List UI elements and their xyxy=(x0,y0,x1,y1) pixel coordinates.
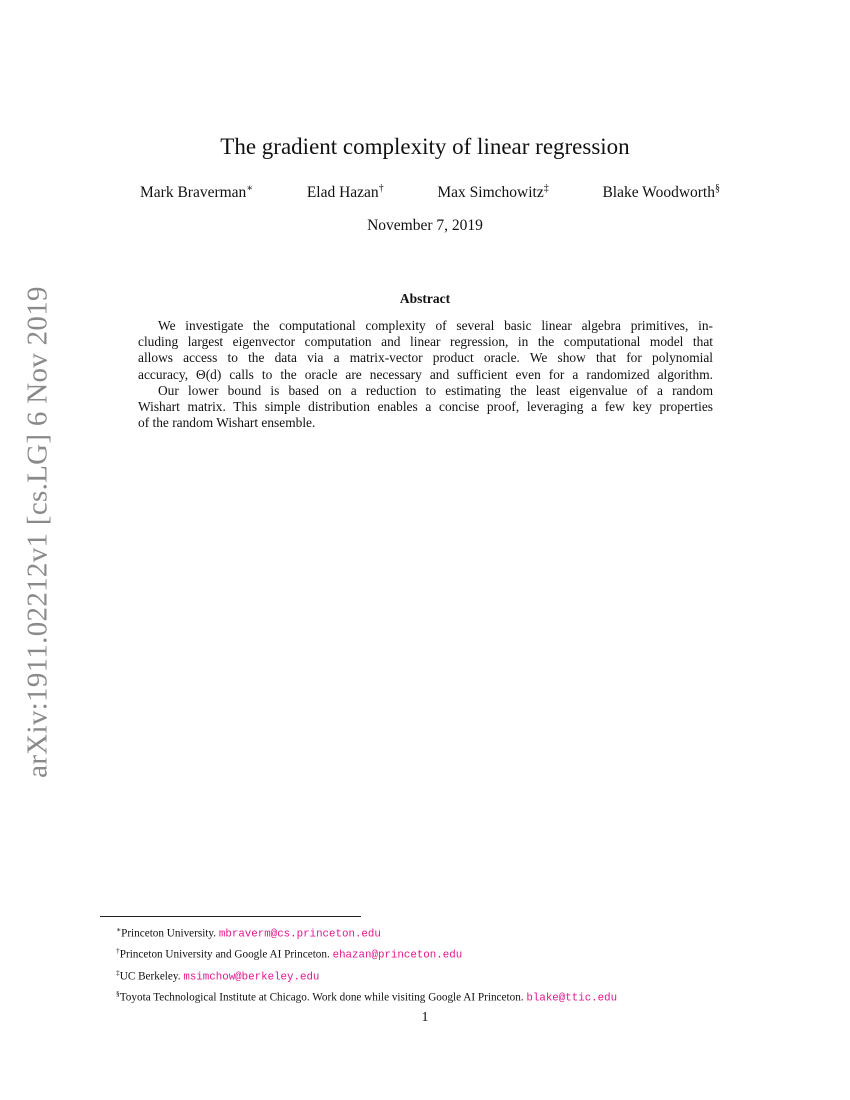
author-list xyxy=(140,183,720,202)
footnote: §Toyota Technological Institute at Chicago. Work done while visiting Google AI Princeton. blake@ttic.edu xyxy=(116,988,618,1005)
author: Elad Hazan† xyxy=(306,183,384,202)
paper-date: November 7, 2019 xyxy=(367,217,483,234)
email-link[interactable]: mbraverm@cs.princeton.edu xyxy=(218,928,381,941)
author: Blake Woodworth§ xyxy=(602,183,720,202)
abstract-line: cluding largest eigenvector computation and linear regression, in the computational model that xyxy=(138,334,713,350)
abstract-line: allows access to the data via a matrix-vector product oracle. We show that for polynomial xyxy=(138,350,713,366)
abstract-heading: Abstract xyxy=(399,291,451,306)
abstract-line: accuracy, Θ(d) calls to the oracle are necessary and sufficient even for a randomized algorithm. xyxy=(138,366,713,382)
abstract-line: We investigate the computational complexity of several basic linear algebra primitives, in- xyxy=(158,318,713,333)
email-link[interactable]: ehazan@princeton.edu xyxy=(332,950,463,963)
abstract-line: of the random Wishart ensemble. xyxy=(138,415,316,431)
footnote: ∗Princeton University. mbraverm@cs.princeton.edu xyxy=(116,925,381,941)
footnote: †Princeton University and Google AI Princeton. ehazan@princeton.edu xyxy=(116,946,463,963)
footnote-rule xyxy=(100,916,361,917)
abstract-line: Our lower bound is based on a reduction to estimating the least eigenvalue of a random xyxy=(158,382,713,398)
abstract-line: Wishart matrix. This simple distribution enables a concise proof, leveraging a few key properties xyxy=(138,399,713,415)
footnotes xyxy=(116,922,617,1007)
author: Max Simchowitz‡ xyxy=(437,183,549,202)
email-link[interactable]: blake@ttic.edu xyxy=(526,992,618,1005)
paper-title: The gradient complexity of linear regression xyxy=(220,134,630,159)
page-number: 1 xyxy=(421,1010,429,1025)
author: Mark Braverman∗ xyxy=(140,183,254,202)
arxiv-side-stamp: arXiv:1911.02212v1 [cs.LG] 6 Nov 2019 xyxy=(21,286,54,778)
abstract-body xyxy=(138,318,713,431)
footnote: ‡UC Berkeley. msimchow@berkeley.edu xyxy=(116,967,320,984)
email-link[interactable]: msimchow@berkeley.edu xyxy=(183,971,320,984)
